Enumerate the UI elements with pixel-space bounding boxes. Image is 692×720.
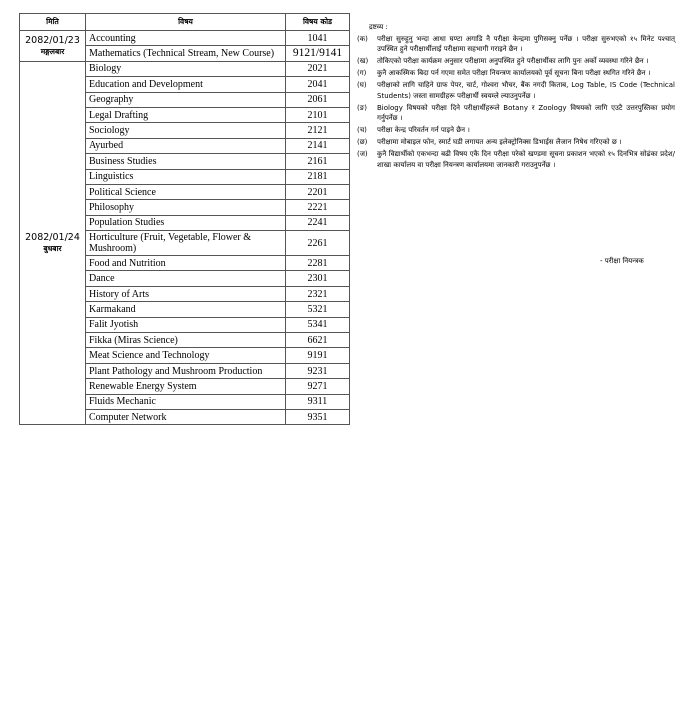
note-item [357, 149, 675, 170]
notes-title: द्रष्टव्य : [369, 23, 388, 31]
subject-cell: Ayurbed [86, 138, 286, 153]
note-text: Biology विषयको परीक्षा दिने परीक्षार्थीहरूले Botany र Zoology विषयको लागि एउटै उत्तरपुस्तिका प्रयोग गर्नुपर्नेछ । [377, 103, 675, 122]
note-text: परीक्षा सुरुहुनु भन्दा आधा घण्टा अगाडि नै परीक्षा केन्द्रमा पुगिसक्नु पर्नेछ । परीक्षा सुरुभएको १५ मिनेट पश्चात् उपस्थित हुने परीक्षार्थीलाई परीक्षामा सहभागी गराइने छैन । [377, 34, 675, 53]
note-marker: (छ) [357, 138, 368, 146]
date-cell [20, 61, 86, 425]
note-marker: (क) [357, 34, 368, 43]
code-cell: 5341 [286, 317, 350, 332]
code-cell: 2221 [286, 200, 350, 215]
code-cell: 9271 [286, 379, 350, 394]
subject-cell: Accounting [86, 31, 286, 46]
code-cell: 2041 [286, 77, 350, 92]
code-cell: 9191 [286, 348, 350, 363]
subject-cell: Linguistics [86, 169, 286, 184]
note-text: परीक्षाको लागि चाहिने ग्राफ पेपर, चार्ट, गोश्वरा भौचर, बैंक नगदी किताब, Log Table, IS Code (Technical Students) जस्ता सामग्रीहरू परीक्षार्थी स्वयम्ले ल्याउनुपर्नेछ । [377, 81, 675, 100]
code-cell: 2301 [286, 271, 350, 286]
exam-day: बुधबार [43, 244, 62, 254]
subject-cell: History of Arts [86, 286, 286, 301]
exam-date: 2082/01/23 [25, 34, 80, 46]
subject-cell: Food and Nutrition [86, 256, 286, 271]
subject-cell: Computer Network [86, 409, 286, 424]
header-date: मिति [20, 14, 86, 31]
table-row [20, 61, 350, 76]
subject-cell: Biology [86, 61, 286, 76]
note-text: परीक्षामा मोबाइल फोन, स्मार्ट घडी लगायत अन्य इलेक्ट्रोनिक्स डिभाईस लैजान निषेध गरिएको छ । [377, 138, 622, 146]
subject-cell: Falit Jyotish [86, 317, 286, 332]
exam-day: मङ्गलबार [40, 46, 65, 56]
note-marker: (ख) [357, 57, 369, 65]
code-cell: 2161 [286, 154, 350, 169]
table-header-row [20, 14, 350, 31]
note-item [357, 137, 675, 148]
subject-cell: Political Science [86, 184, 286, 199]
code-cell: 2141 [286, 138, 350, 153]
subject-cell: Education and Development [86, 77, 286, 92]
signoff: - परीक्षा नियन्त्रक [600, 257, 644, 265]
code-cell: 9351 [286, 409, 350, 424]
note-text: कुनै विद्यार्थीको एकभन्दा बढी विषय एकै दिन परीक्षा परेको खण्डमा सूचना प्रकाशन भएको १५ दिनभित्र सोढंका प्रदेश/शाखा कार्यालय वा परीक्षा नियन्त्रण कार्यालयमा जानकारी गराउनुपर्नेछ । [377, 150, 675, 169]
code-cell: 5321 [286, 302, 350, 317]
code-cell: 9311 [286, 394, 350, 409]
subject-cell: Geography [86, 92, 286, 107]
notes-list [357, 34, 675, 171]
subject-cell: Renewable Energy System [86, 379, 286, 394]
note-item [357, 34, 675, 55]
note-marker: (ग) [357, 69, 367, 77]
code-cell: 6621 [286, 333, 350, 348]
subject-cell: Fluids Mechanic [86, 394, 286, 409]
notes-section [357, 22, 675, 172]
header-subject: विषय [86, 14, 286, 31]
exam-schedule-table [19, 13, 350, 425]
note-marker: (ङ) [357, 103, 367, 112]
note-marker: (ज) [357, 150, 368, 158]
header-code: विषय कोड [286, 14, 350, 31]
subject-cell: Plant Pathology and Mushroom Production [86, 363, 286, 378]
subject-cell: Legal Drafting [86, 107, 286, 122]
subject-cell: Philosophy [86, 200, 286, 215]
subject-cell: Mathematics (Technical Stream, New Course) [86, 46, 286, 61]
code-cell: 2201 [286, 184, 350, 199]
code-cell: 2321 [286, 286, 350, 301]
code-cell: 9231 [286, 363, 350, 378]
subject-cell: Sociology [86, 123, 286, 138]
subject-cell: Dance [86, 271, 286, 286]
code-cell: 2121 [286, 123, 350, 138]
subject-cell: Karmakand [86, 302, 286, 317]
code-cell: 2101 [286, 107, 350, 122]
note-text: कुनै आकस्मिक बिदा पर्न गएमा समेत परीक्षा नियन्त्रण कार्यालयको पूर्व सूचना बिना परीक्षा स्थगित गरिने छैन । [377, 69, 651, 77]
subject-cell: Business Studies [86, 154, 286, 169]
note-marker: (घ) [357, 81, 367, 89]
code-cell: 9121/9141 [286, 46, 350, 61]
note-item [357, 103, 675, 124]
note-item [357, 80, 675, 101]
code-cell: 2021 [286, 61, 350, 76]
subject-cell: Horticulture (Fruit, Vegetable, Flower & Mushroom) [86, 231, 286, 256]
table-row [20, 31, 350, 46]
exam-table-body [20, 31, 350, 425]
note-item [357, 68, 675, 79]
subject-cell: Meat Science and Technology [86, 348, 286, 363]
date-cell [20, 31, 86, 62]
code-cell: 2241 [286, 215, 350, 230]
code-cell: 2261 [286, 231, 350, 256]
note-item [357, 125, 675, 136]
exam-date: 2082/01/24 [25, 232, 80, 244]
code-cell: 2281 [286, 256, 350, 271]
subject-cell: Fikka (Miras Science) [86, 333, 286, 348]
note-item [357, 56, 675, 67]
note-marker: (च) [357, 126, 367, 134]
code-cell: 1041 [286, 31, 350, 46]
code-cell: 2061 [286, 92, 350, 107]
note-text: तोकिएको परीक्षा कार्यक्रम अनुसार परीक्षामा अनुपस्थित हुने परीक्षार्थीका लागि पुनः अर्को व्यवस्था गरिने छैन । [377, 57, 649, 65]
note-text: परीक्षा केन्द्र परिवर्तन गर्न पाइने छैन । [377, 126, 470, 134]
code-cell: 2181 [286, 169, 350, 184]
subject-cell: Population Studies [86, 215, 286, 230]
